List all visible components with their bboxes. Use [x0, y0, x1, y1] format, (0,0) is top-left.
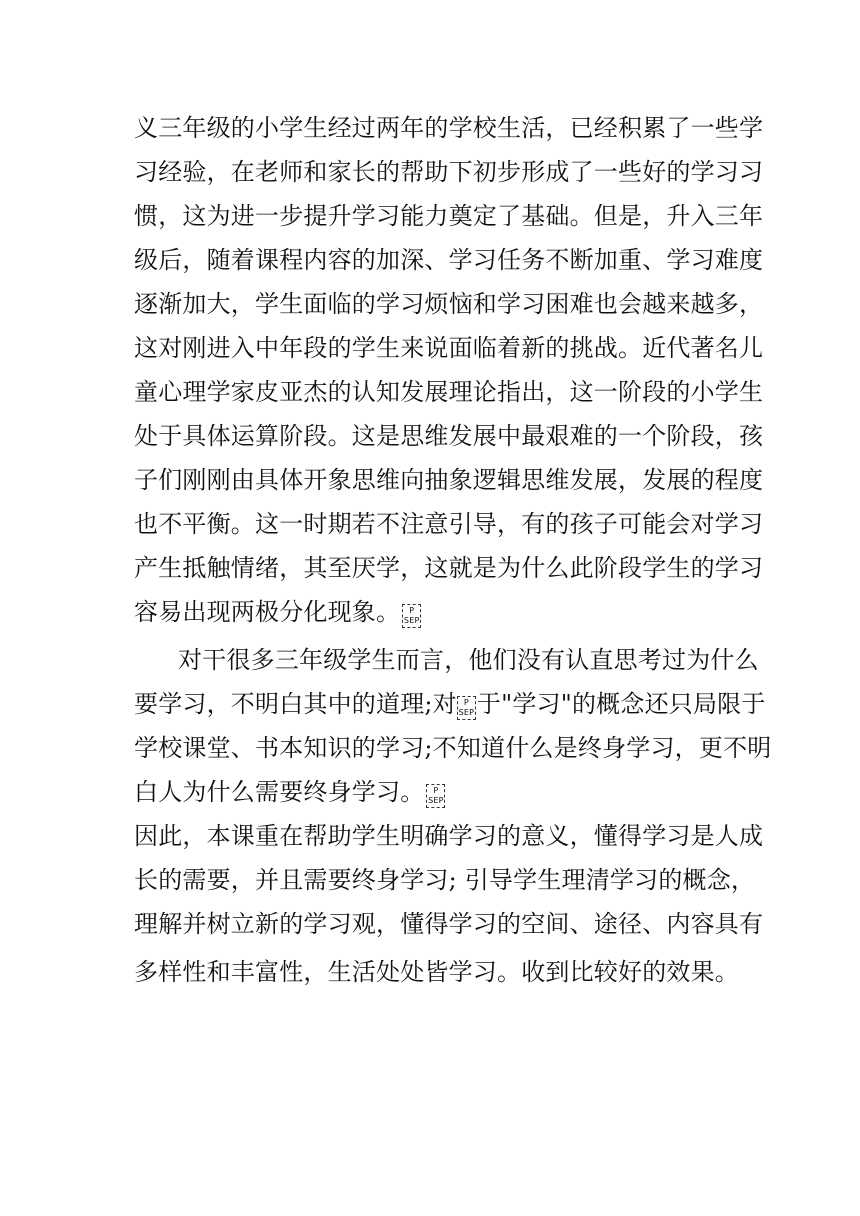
text-line: 子们刚刚由具体开象思维向抽象逻辑思维发展，发展的程度 [134, 466, 764, 494]
text-line: 级后，随着课程内容的加深、学习任务不断加重、学习难度 [134, 246, 764, 274]
text-segment: 白人为什么需要终身学习。 [134, 778, 425, 806]
text-line-with-sep [134, 684, 766, 724]
text-segment: 容易出现两极分化现象。 [134, 598, 401, 626]
sep-mark-top: P [433, 786, 439, 795]
text-line: 产生抵触情绪，其至厌学，这就是为什么此阶段学生的学习 [134, 554, 764, 582]
sep-mark-bottom: SEP [428, 796, 444, 805]
sep-mark-icon [457, 696, 476, 720]
text-line: 童心理学家皮亚杰的认知发展理论指出，这一阶段的小学生 [134, 378, 764, 406]
text-line: 逐渐加大，学生面临的学习烦恼和学习困难也会越来越多， [134, 290, 764, 318]
sep-mark-top: P [463, 698, 469, 707]
text-line: 对干很多三年级学生而言，他们没有认直思考过为什么 [178, 646, 759, 674]
text-line-with-sep [134, 592, 421, 632]
text-line: 处于具体运算阶段。这是思维发展中最艰难的一个阶段，孩 [134, 422, 764, 450]
text-line: 多样性和丰富性，生活处处皆学习。收到比较好的效果。 [134, 958, 739, 986]
text-line-with-sep [134, 772, 445, 812]
text-segment: 要学习，不明白其中的道理;对 [134, 690, 457, 718]
text-line: 理解并树立新的学习观，懂得学习的空间、途径、内容具有 [134, 910, 764, 938]
text-segment: 于"学习"的概念还只局限于 [476, 690, 766, 718]
sep-mark-bottom: SEP [458, 708, 475, 717]
text-line: 习经验，在老师和家长的帮助下初步形成了一些好的学习习 [134, 158, 764, 186]
text-line: 惯，这为进一步提升学习能力奠定了基础。但是，升入三年 [134, 202, 764, 230]
sep-mark-top: P [409, 606, 415, 615]
text-line: 义三年级的小学生经过两年的学校生活，已经积累了一些学 [134, 114, 764, 142]
sep-mark-icon [426, 784, 445, 808]
text-line: 长的需要，并且需要终身学习; 引导学生理清学习的概念， [134, 866, 756, 894]
sep-mark-bottom: SEP [403, 616, 420, 625]
text-line: 也不平衡。这一时期若不注意引导，有的孩子可能会对学习 [134, 510, 764, 538]
text-line: 因此，本课重在帮助学生明确学习的意义，懂得学习是人成 [134, 822, 764, 850]
sep-mark-icon [402, 604, 421, 628]
text-line: 学校课堂、书本知识的学习;不知道什么是终身学习，更不明 [134, 734, 772, 762]
text-line: 这对刚进入中年段的学生来说面临着新的挑战。近代著名儿 [134, 334, 764, 362]
